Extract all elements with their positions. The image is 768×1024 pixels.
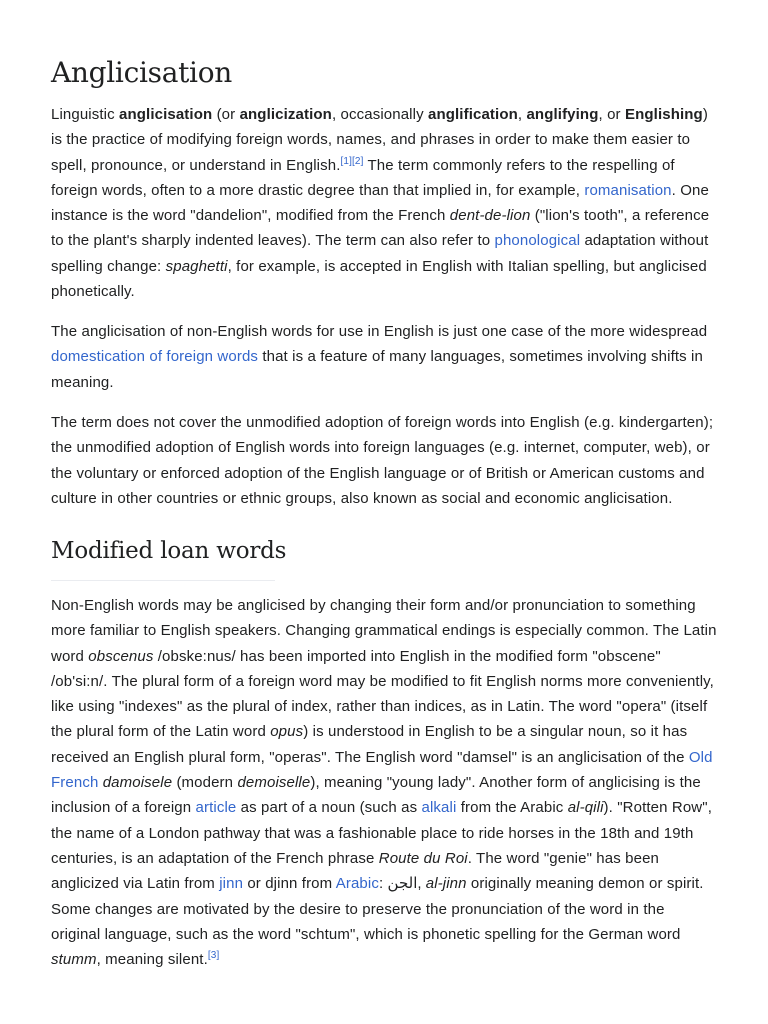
text: or djinn from: [243, 875, 336, 893]
section-heading-modified-loan-words: Modified loan words: [51, 538, 287, 564]
text: Non-English words may be anglicised by changing their form and/or pronunciation to something more familiar to English speakers. Changing grammatical endings is especially common. The Latin word: [51, 597, 717, 665]
italic-term: stumm: [51, 951, 97, 969]
italic-term: obscenus: [88, 647, 154, 665]
bold-term: anglicisation: [119, 106, 213, 123]
text: ,: [517, 106, 527, 123]
bold-term: anglifying: [526, 106, 599, 123]
link-arabic[interactable]: Arabic: [335, 875, 379, 893]
italic-term: opus: [270, 723, 304, 741]
reference-link-3[interactable]: [3]: [207, 950, 220, 962]
italic-term: damoisele: [102, 774, 173, 792]
text: Linguistic: [51, 106, 120, 123]
text: originally meaning demon or spirit. Some changes are motivated by the desire to preserve the pronunciation of the word in the original language, such as the word "schtum", which is phonetic spelling for the German word: [51, 875, 704, 943]
link-old-french[interactable]: Old French: [51, 748, 713, 792]
reference-link-1[interactable]: [1]: [340, 155, 352, 167]
text: ), meaning "young lady". Another form of anglicising is the inclusion of a foreign: [51, 774, 701, 817]
text: as part of a noun (such as: [236, 799, 422, 817]
italic-term: Route du Roi: [378, 849, 468, 867]
link-alkali[interactable]: alkali: [421, 799, 457, 817]
italic-term: dent-de-lion: [449, 207, 531, 225]
text: , or: [598, 106, 625, 123]
link-article[interactable]: article: [195, 799, 237, 817]
text: that is a feature of many languages, sometimes involving shifts in meaning.: [51, 348, 703, 391]
link-phonological[interactable]: phonological: [494, 232, 581, 250]
lead-paragraph-1: [51, 102, 718, 304]
lead-paragraph-3: [51, 410, 718, 511]
italic-term: spaghetti: [165, 257, 228, 275]
arabic-text: الجن: [387, 875, 418, 893]
section-paragraph-1: [51, 593, 718, 972]
bold-term: anglification: [427, 106, 518, 123]
reference-link-2[interactable]: [2]: [352, 155, 364, 167]
text: . The word "genie" has been anglicized via Latin from: [51, 849, 659, 893]
text: , occasionally: [331, 106, 428, 123]
bold-term: Englishing: [624, 106, 703, 123]
text: ). "Rotten Row", the name of a London pathway that was a fashionable place to ride horses in the 18th and 19th centuries, is an adaptation of the French phrase: [51, 799, 712, 867]
link-jinn[interactable]: jinn: [219, 875, 244, 893]
lead-paragraph-2: [51, 319, 718, 395]
text: ) is understood in English to be a singular noun, so it has received an English plural form, "operas". The English word "damsel" is an anglicisation of the: [51, 723, 689, 766]
text: /obske:nus/ has been imported into English in the modified form "obscene" /ob'si:n/. The plural form of a foreign word may be modified to fit English norms more conveniently, like using "indexes" as the plural of index, rather than indices, as in Latin. The word "opera" (itself the plural form of the Latin word: [51, 647, 714, 741]
text: The term does not cover the unmodified adoption of foreign words into English (e.g. kindergarten); the unmodified adoption of English words into foreign languages (e.g. internet, computer, web), or the voluntary or enforced adoption of the English language or of British or American customs and culture in other countries or ethnic groups, also known as social and economic anglicisation.: [51, 414, 714, 507]
text: (modern: [172, 774, 238, 792]
text: ) is the practice of modifying foreign words, names, and phrases in order to make them easier to spell, pronounce, or understand in English.: [51, 106, 708, 174]
italic-term: demoiselle: [237, 774, 311, 792]
italic-term: al-jinn: [425, 875, 467, 893]
text: , meaning silent.: [96, 951, 208, 969]
text: . One instance is the word "dandelion", modified from the French: [51, 181, 709, 225]
text: ,: [417, 875, 426, 893]
text: (or: [212, 106, 240, 123]
link-romanisation[interactable]: romanisation: [584, 181, 672, 199]
section-divider: [51, 580, 275, 581]
text: adaptation without spelling change:: [51, 232, 709, 275]
text: , for example, is accepted in English with Italian spelling, but anglicised phonetically.: [51, 257, 707, 301]
page-title: Anglicisation: [51, 56, 232, 89]
text: ("lion's tooth", a reference to the plant's sharply indented leaves). The term can also refer to: [51, 207, 710, 250]
link-domestication-of-foreign-words[interactable]: domestication of foreign words: [51, 348, 259, 366]
text: :: [378, 875, 388, 893]
text: The anglicisation of non-English words for use in English is just one case of the more widespread: [51, 323, 708, 340]
text: from the Arabic: [456, 799, 568, 817]
text: The term commonly refers to the respelling of foreign words, often to a more drastic degree than that implied in, for example,: [51, 156, 675, 199]
italic-term: al-qili: [567, 799, 604, 817]
bold-term: anglicization: [239, 106, 332, 123]
